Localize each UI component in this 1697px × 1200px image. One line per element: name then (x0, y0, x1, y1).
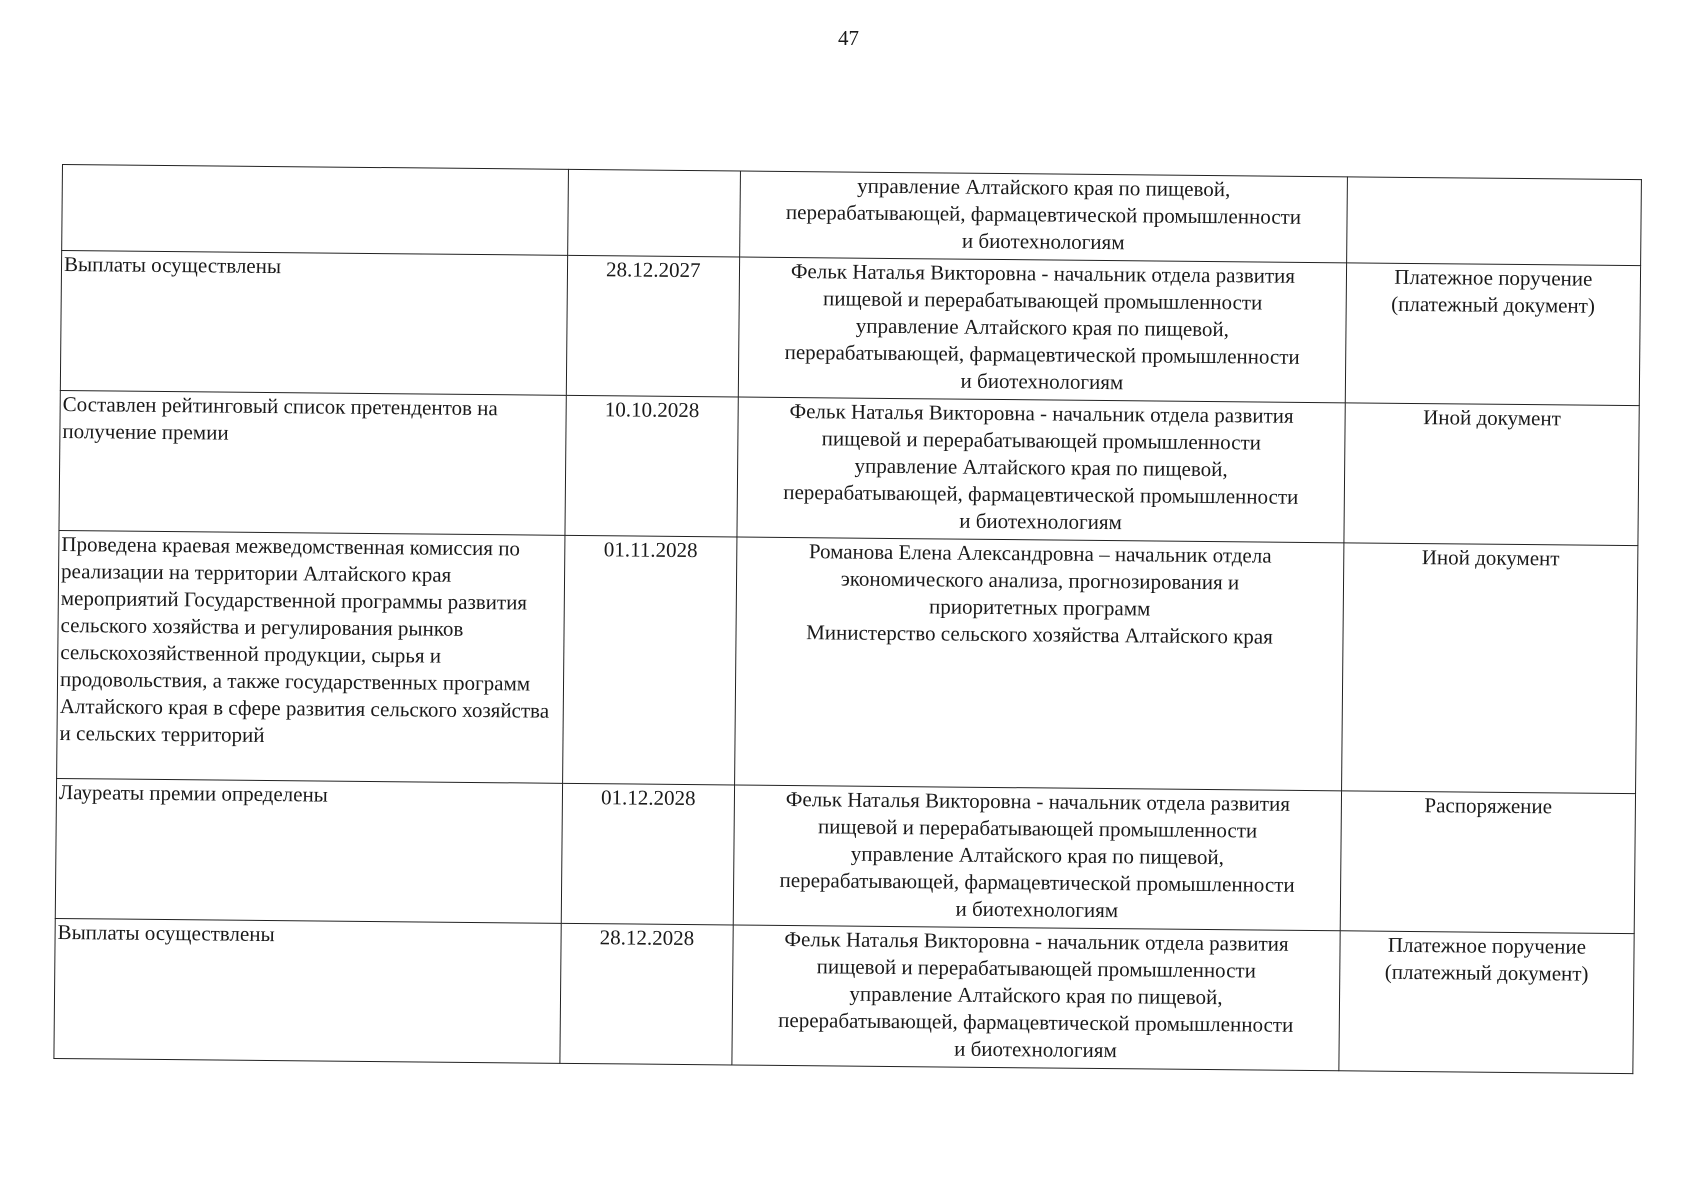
document-cell: Платежное поручение (платежный документ) (1345, 263, 1641, 406)
responsible-cell (735, 537, 1344, 791)
table-row (60, 251, 1640, 406)
responsible-cell (733, 785, 1341, 931)
table-row (57, 530, 1638, 793)
responsible-line: управление Алтайского края по пищевой, (850, 841, 1225, 870)
responsible-line: Фельк Наталья Викторовна - начальник отдела развития (785, 786, 1291, 816)
date-cell (567, 169, 740, 257)
responsible-line: Романова Елена Александровна – начальник отдела (808, 539, 1272, 568)
responsible-line: Фельк Наталья Викторовна - начальник отдела развития (784, 926, 1289, 956)
responsible-line: перерабатывающей, фармацевтической промышленности (785, 199, 1302, 229)
event-cell (62, 165, 568, 256)
responsible-line: и биотехнологиям (961, 228, 1125, 255)
document-cell: Иной документ (1344, 403, 1640, 546)
date-cell: 28.12.2027 (566, 255, 740, 397)
responsible-line: пищевой и перерабатывающей промышленности (816, 954, 1257, 983)
responsible-line: пищевой и перерабатывающей промышленности (821, 426, 1262, 455)
document-cell: Платежное поручение (платежный документ) (1339, 931, 1635, 1074)
table-row (62, 165, 1642, 266)
responsible-line: и биотехнологиям (959, 508, 1122, 535)
page-number: 47 (838, 26, 859, 50)
responsible-line: управление Алтайского края по пищевой, (849, 981, 1223, 1010)
document-cell: Иной документ (1341, 543, 1638, 794)
responsible-cell (737, 397, 1345, 543)
table-row (59, 390, 1639, 545)
responsible-line: пищевой и перерабатывающей промышленности (822, 286, 1263, 315)
responsible-line: экономического анализа, прогнозирования и (840, 566, 1240, 595)
responsible-line: и биотехнологиям (954, 1036, 1117, 1063)
event-cell: Выплаты осуществлены (54, 918, 561, 1063)
responsible-line: пищевой и перерабатывающей промышленности (817, 814, 1258, 843)
responsible-line: перерабатывающей, фармацевтической промышленности (778, 1007, 1294, 1037)
responsible-cell (740, 171, 1347, 263)
responsible-line: управление Алтайского края по пищевой, (854, 453, 1228, 482)
document-cell: Распоряжение (1340, 791, 1636, 934)
responsible-cell (732, 925, 1340, 1071)
table-row (54, 918, 1634, 1073)
document-cell (1346, 177, 1641, 266)
date-cell: 10.10.2028 (564, 395, 738, 537)
responsible-line: приоритетных программ (929, 594, 1151, 621)
event-cell: Выплаты осуществлены (60, 251, 567, 396)
date-cell: 01.12.2028 (561, 783, 735, 925)
date-cell: 28.12.2028 (559, 923, 733, 1065)
responsible-line: Фельк Наталья Викторовна - начальник отдела развития (789, 398, 1294, 428)
responsible-line: перерабатывающей, фармацевтической промышленности (783, 479, 1299, 509)
responsible-line: управление Алтайского края по пищевой, (857, 173, 1231, 202)
responsible-line: перерабатывающей, фармацевтической промышленности (784, 339, 1300, 369)
table-row (55, 778, 1635, 933)
events-table (53, 164, 1642, 1074)
event-cell: Составлен рейтинговый список претендентов на получение премии (59, 390, 566, 535)
date-cell: 01.11.2028 (562, 535, 737, 785)
responsible-line: управление Алтайского края по пищевой, (855, 313, 1230, 342)
responsible-cell (738, 257, 1346, 403)
event-cell: Проведена краевая межведомственная комиссия по реализации на территории Алтайского края мероприятий Государственной программы развития сельского хозяйства и регулирования рынков сельскохозяйственной продукции, сырья и продовольствия, а также государственных программ Алтайского края в сфере развития сельского хозяйства и сельских территорий (57, 530, 565, 783)
responsible-line: и биотехнологиям (955, 896, 1119, 923)
event-cell: Лауреаты премии определены (55, 778, 562, 923)
responsible-line: и биотехнологиям (960, 368, 1124, 395)
responsible-line: Фельк Наталья Викторовна - начальник отдела развития (790, 259, 1296, 288)
responsible-line: Министерство сельского хозяйства Алтайского края (806, 620, 1273, 649)
responsible-line: перерабатывающей, фармацевтической промышленности (779, 867, 1295, 897)
